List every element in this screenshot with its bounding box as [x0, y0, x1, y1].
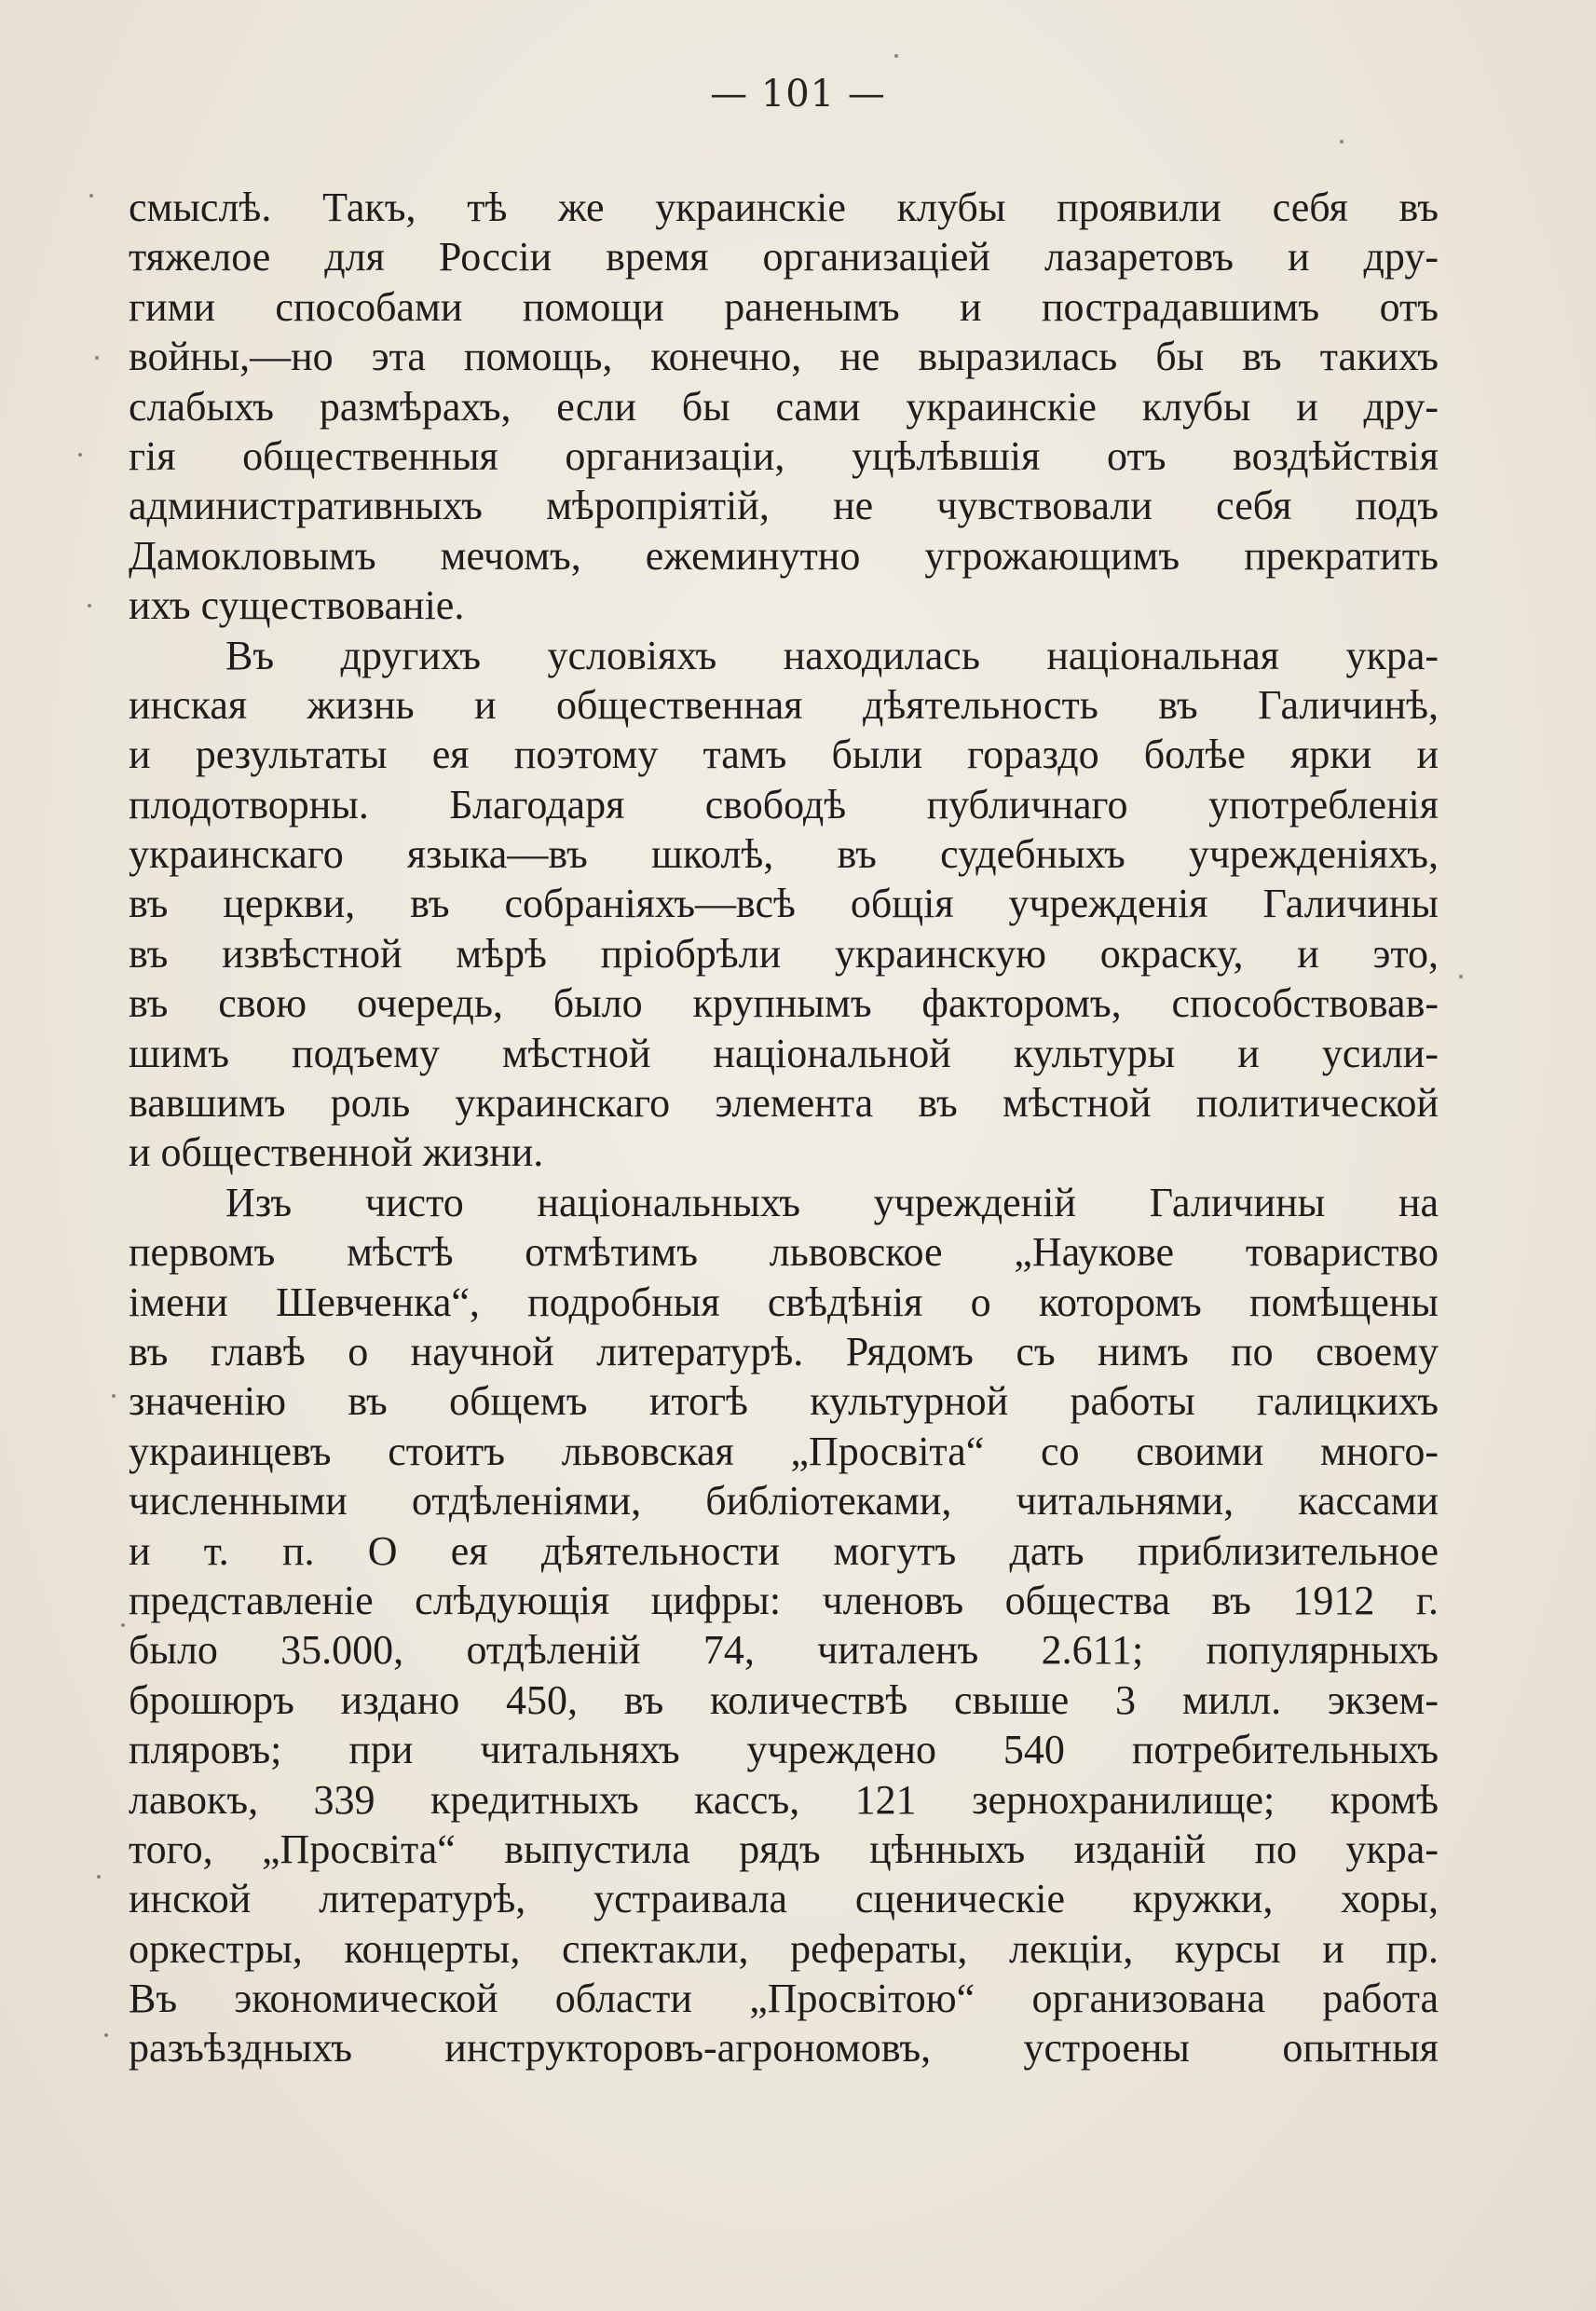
- print-speck: [121, 1623, 125, 1627]
- text-line: вавшимъ роль украинскаго элемента въ мѣстной политической: [129, 1080, 1439, 1127]
- print-speck: [1340, 140, 1344, 144]
- text-line: численными отдѣленіями, библіотеками, читальнями, кассами: [129, 1478, 1439, 1525]
- print-speck: [97, 1875, 101, 1879]
- print-speck: [104, 2033, 108, 2037]
- text-line: гими способами помощи раненымъ и пострадавшимъ отъ: [129, 283, 1439, 330]
- text-line: лавокъ, 339 кредитныхъ кассъ, 121 зернохранилище; кромѣ: [129, 1776, 1439, 1823]
- print-speck: [89, 194, 93, 198]
- text-line: первомъ мѣстѣ отмѣтимъ львовское „Наукове товариство: [129, 1229, 1439, 1276]
- text-line: въ церкви, въ собраніяхъ—всѣ общія учрежденія Галичины: [129, 881, 1439, 927]
- text-line: разъѣздныхъ инструкторовъ-агрономовъ, устроены опытныя: [129, 2025, 1439, 2072]
- text-line: слабыхъ размѣрахъ, если бы сами украинскіе клубы и дру-: [129, 383, 1439, 430]
- print-speck: [88, 604, 91, 608]
- text-line: брошюръ издано 450, въ количествѣ свыше 3 милл. экзем-: [129, 1676, 1439, 1723]
- text-line: представленіе слѣдующія цифры: членовъ общества въ 1912 г.: [129, 1577, 1439, 1623]
- text-line: въ главѣ о научной литературѣ. Рядомъ съ нимъ по своему: [129, 1328, 1439, 1374]
- text-line: шимъ подъему мѣстной національной культуры и усили-: [129, 1030, 1439, 1076]
- text-line: было 35.000, отдѣленій 74, читаленъ 2.611; популярныхъ: [129, 1627, 1439, 1674]
- text-line: войны,—но эта помощь, конечно, не выразилась бы въ такихъ: [129, 334, 1439, 380]
- text-line: ихъ существованіе.: [129, 582, 465, 629]
- text-line: административныхъ мѣропріятій, не чувствовали себя подъ: [129, 483, 1439, 529]
- text-line: тяжелое для Россіи время организаціей лазаретовъ и дру-: [129, 234, 1439, 280]
- page-number: — 101 —: [710, 73, 886, 116]
- body-text: [129, 183, 1439, 2073]
- text-line: и т. п. О ея дѣятельности могутъ дать приблизительное: [129, 1527, 1439, 1574]
- text-line: Въ другихъ условіяхъ находилась національная укра-: [225, 632, 1439, 678]
- text-line: украинскаго языка—въ школѣ, въ судебныхъ учрежденіяхъ,: [129, 831, 1439, 878]
- text-line: значенію въ общемъ итогѣ культурной работы галицкихъ: [129, 1378, 1439, 1425]
- print-speck: [78, 453, 82, 457]
- text-line: Въ экономической области „Просвітою“ организована работа: [129, 1976, 1439, 2022]
- text-line: смыслѣ. Такъ, тѣ же украинскіе клубы проявили себя въ: [129, 185, 1439, 230]
- text-line: гія общественныя организаціи, уцѣлѣвшія отъ воздѣйствія: [129, 432, 1439, 479]
- text-line: инской литературѣ, устраивала сценическіе кружки, хоры,: [129, 1876, 1439, 1922]
- print-speck: [894, 54, 898, 58]
- text-line: того, „Просвіта“ выпустила рядъ цѣнныхъ изданій по укра-: [129, 1826, 1439, 1872]
- text-line: украинцевъ стоитъ львовская „Просвіта“ со своими много-: [129, 1428, 1439, 1474]
- print-speck: [1459, 975, 1463, 978]
- text-line: плодотворны. Благодаря свободѣ публичнаго употребленія: [129, 781, 1439, 827]
- text-line: Изъ чисто національныхъ учрежденій Галичины на: [225, 1179, 1439, 1225]
- text-line: въ свою очередь, было крупнымъ факторомъ, способствовав-: [129, 980, 1439, 1027]
- text-line: и результаты ея поэтому тамъ были гораздо болѣе ярки и: [129, 732, 1439, 778]
- text-line: инская жизнь и общественная дѣятельность въ Галичинѣ,: [129, 681, 1439, 728]
- print-speck: [112, 1394, 116, 1398]
- text-line: въ извѣстной мѣрѣ пріобрѣли украинскую окраску, и это,: [129, 930, 1439, 977]
- text-line: імени Шевченка“, подробныя свѣдѣнія о которомъ помѣщены: [129, 1279, 1439, 1325]
- text-line: Дамокловымъ мечомъ, ежеминутно угрожающимъ прекратить: [129, 532, 1439, 579]
- print-speck: [95, 356, 99, 360]
- text-line: пляровъ; при читальняхъ учреждено 540 потребительныхъ: [129, 1727, 1439, 1773]
- text-line: оркестры, концерты, спектакли, рефераты, лекціи, курсы и пр.: [129, 1925, 1439, 1972]
- text-line: и общественной жизни.: [129, 1129, 544, 1176]
